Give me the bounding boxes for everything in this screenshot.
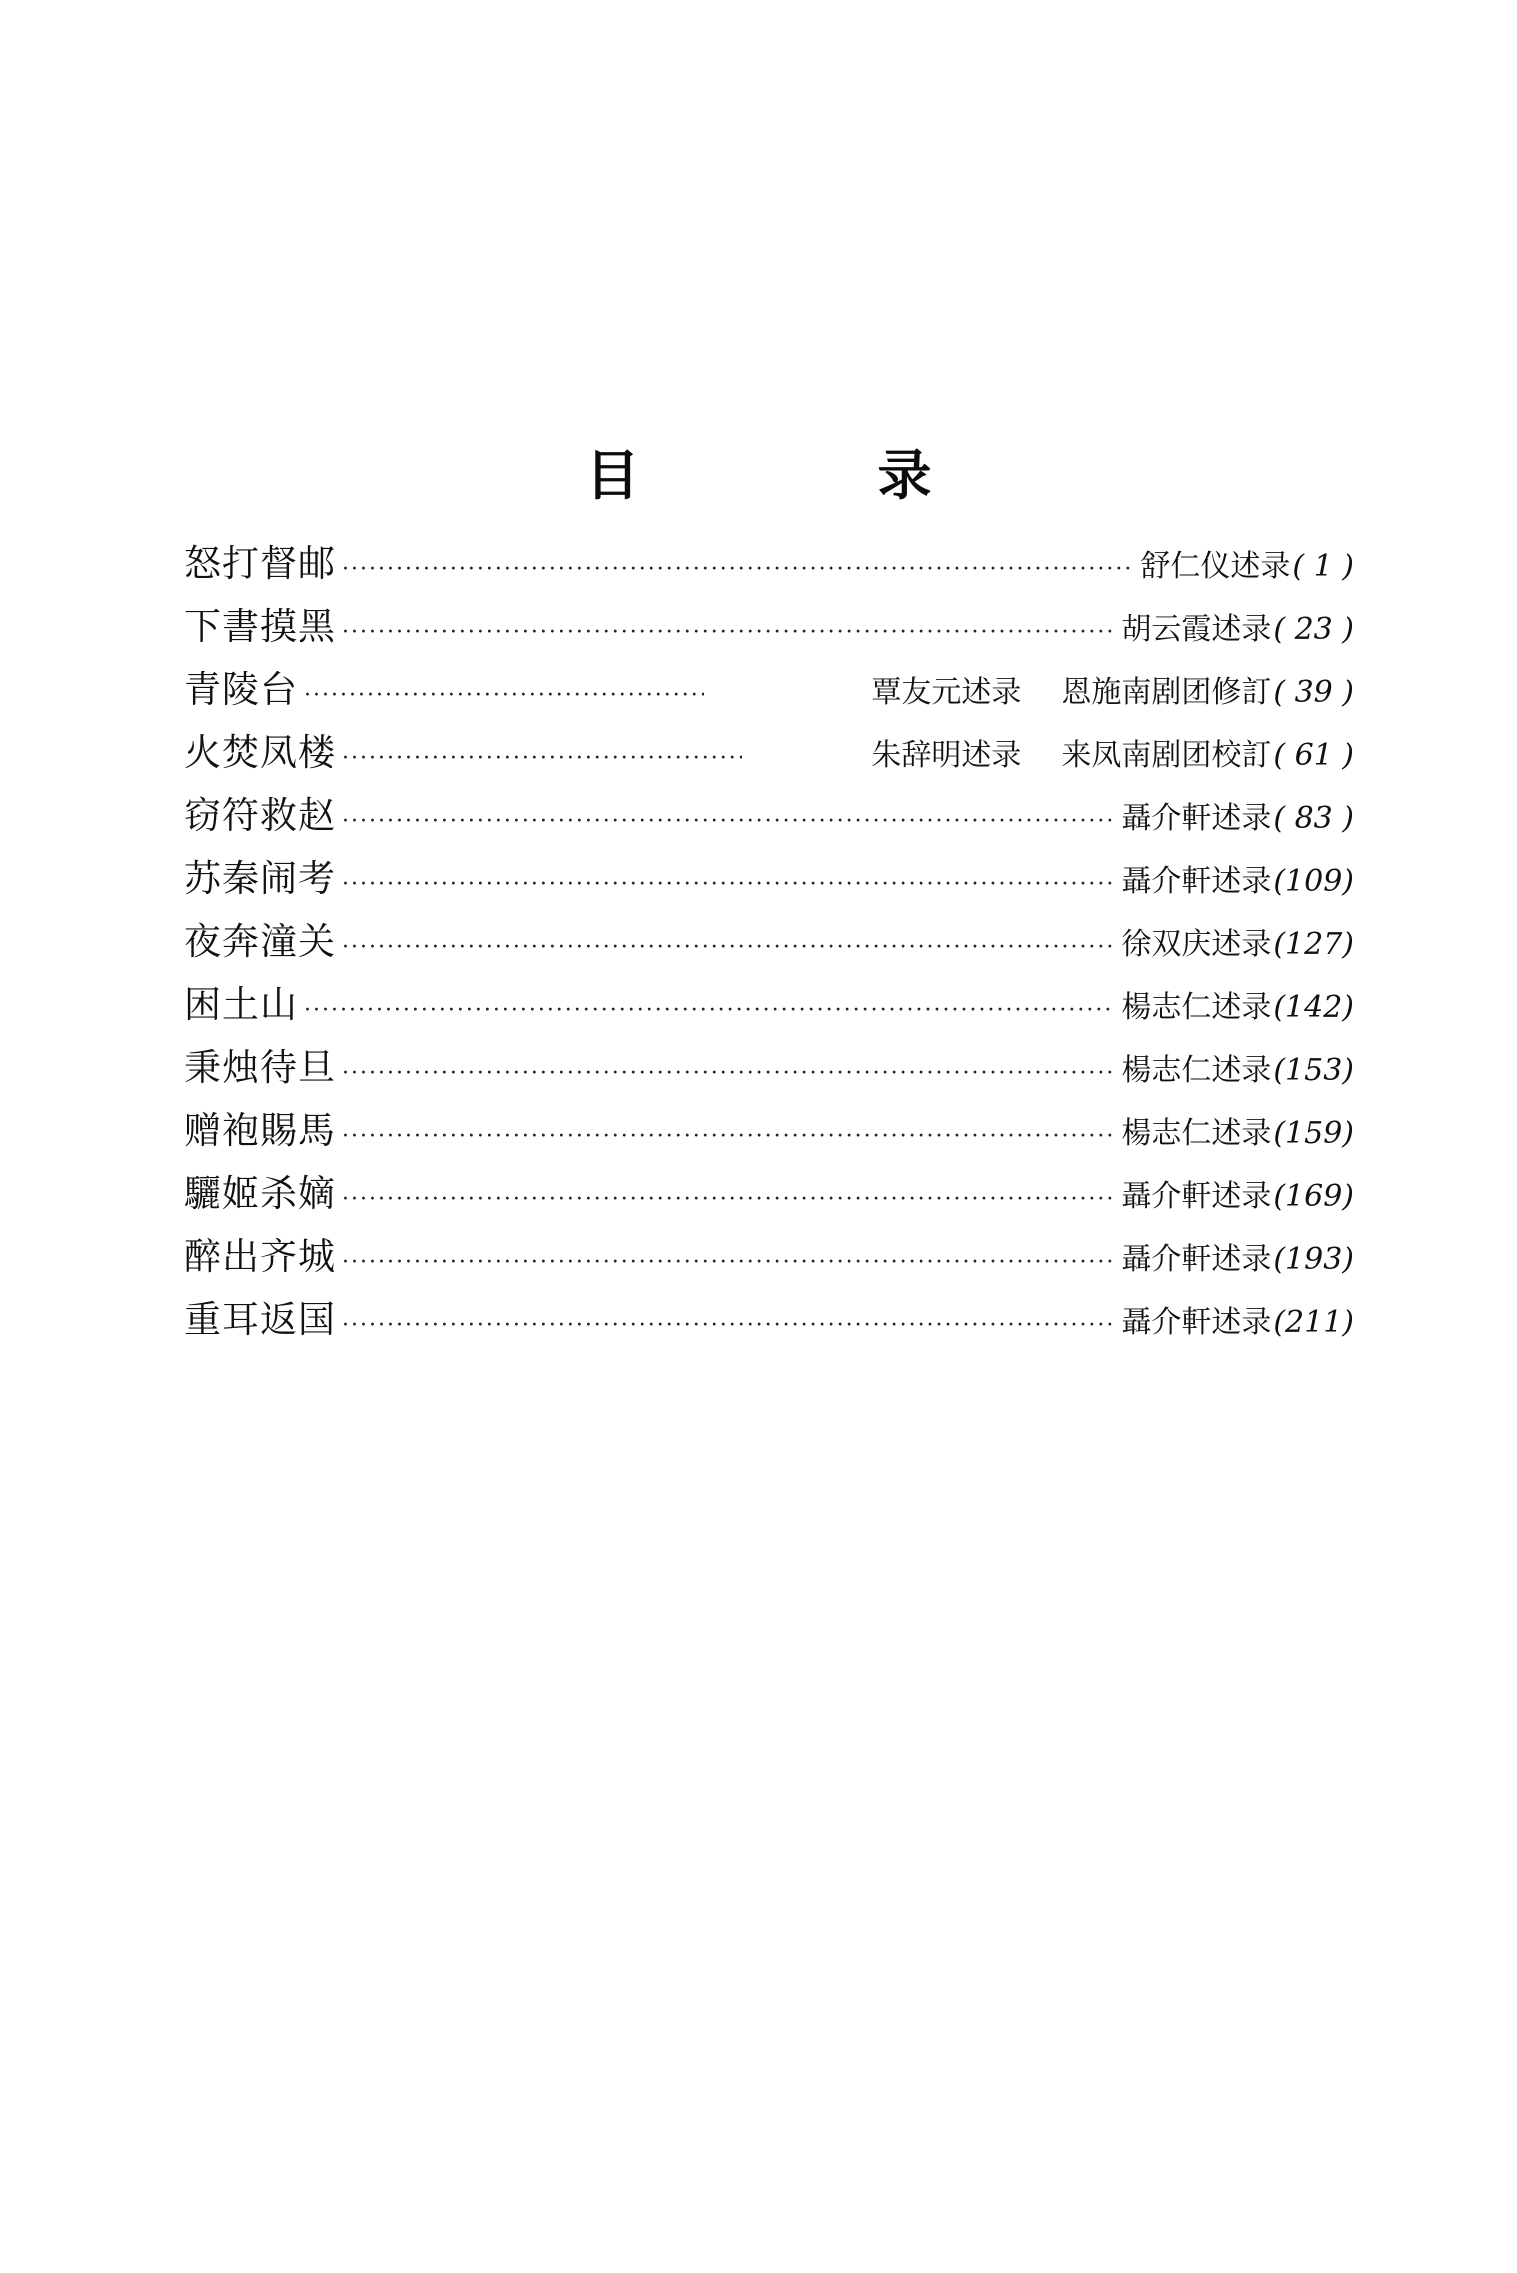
toc-entry-page: (142) <box>1273 990 1354 1025</box>
toc-entry-title: 青陵台 <box>184 668 298 711</box>
toc-entry-title: 夜奔潼关 <box>184 920 336 963</box>
toc-entry-credit: 覃友元述录 <box>871 675 1022 710</box>
toc-entry-credit-group <box>871 724 1271 787</box>
toc-entry-credit: 聶介軒述录 <box>1121 1179 1272 1214</box>
toc-entry-credit-secondary: 来凤南剧团校訂 <box>1061 738 1272 773</box>
toc-entry-page: ( 23 ) <box>1273 612 1354 647</box>
toc-entry-credit: 楊志仁述录 <box>1121 1053 1272 1088</box>
toc-entry-page: ( 1 ) <box>1292 549 1354 584</box>
toc-entry-title: 秉烛待旦 <box>184 1046 336 1089</box>
toc-entry <box>184 595 1354 658</box>
dot-leader <box>342 1294 1115 1357</box>
toc-entry-credit: 舒仁仪述录 <box>1140 549 1291 584</box>
toc-entry-credit: 聶介軒述录 <box>1121 1305 1272 1340</box>
toc-entry-page: (153) <box>1273 1053 1354 1088</box>
toc-entry-page: (127) <box>1273 927 1354 962</box>
dot-leader <box>342 601 1115 664</box>
toc-entry-credit: 朱辞明述录 <box>871 738 1022 773</box>
toc-entry-page: (211) <box>1273 1305 1354 1340</box>
toc-entry-credit: 楊志仁述录 <box>1121 990 1272 1025</box>
toc-entry-page: (193) <box>1273 1242 1354 1277</box>
toc-entry-title: 赠袍賜馬 <box>184 1109 336 1152</box>
toc-entry <box>184 784 1354 847</box>
toc-entry-credit: 聶介軒述录 <box>1121 801 1272 836</box>
toc-entry-title: 驪姬杀嫡 <box>184 1172 336 1215</box>
toc-entry-credit-secondary: 恩施南剧团修訂 <box>1061 675 1272 710</box>
dot-leader <box>342 1168 1115 1231</box>
toc-entry <box>184 1225 1354 1288</box>
dot-leader <box>342 1105 1115 1168</box>
toc-entry-credit-group <box>871 661 1271 724</box>
toc-entry-credit: 徐双庆述录 <box>1121 927 1272 962</box>
toc-entry-title: 怒打督邮 <box>184 542 336 585</box>
toc-entry-page: (159) <box>1273 1116 1354 1151</box>
dot-leader <box>304 979 1115 1042</box>
toc-entry <box>184 847 1354 910</box>
page-title: 目 录 <box>585 444 1024 507</box>
dot-leader <box>342 853 1115 916</box>
dot-leader <box>342 727 742 790</box>
dot-leader <box>342 538 1134 601</box>
toc-entry-page: ( 61 ) <box>1273 738 1354 773</box>
toc-entry-credit: 楊志仁述录 <box>1121 1116 1272 1151</box>
toc-entry <box>184 910 1354 973</box>
dot-leader <box>342 916 1115 979</box>
dot-leader <box>342 790 1115 853</box>
dot-leader <box>342 1231 1115 1294</box>
dot-leader <box>342 1042 1115 1105</box>
toc-entry <box>184 973 1354 1036</box>
toc-entry-title: 火焚凤楼 <box>184 731 336 774</box>
toc-entry <box>184 1036 1354 1099</box>
toc-entry-credit: 聶介軒述录 <box>1121 1242 1272 1277</box>
toc-entry <box>184 1288 1354 1351</box>
toc-entry-title: 苏秦闹考 <box>184 857 336 900</box>
dot-leader <box>304 664 704 727</box>
toc-entry-title: 下書摸黑 <box>184 605 336 648</box>
toc-entry-page: ( 83 ) <box>1273 801 1354 836</box>
toc-entry-title: 窃符救赵 <box>184 794 336 837</box>
toc-entry-page: (169) <box>1273 1179 1354 1214</box>
toc-entry-credit: 胡云霞述录 <box>1121 612 1272 647</box>
toc-entry-title: 醉出齐城 <box>184 1235 336 1278</box>
toc-entry <box>184 1162 1354 1225</box>
table-of-contents <box>184 532 1354 1351</box>
toc-entry <box>184 532 1354 595</box>
toc-entry-title: 重耳返国 <box>184 1298 336 1341</box>
toc-entry-title: 困土山 <box>184 983 298 1026</box>
toc-entry <box>184 1099 1354 1162</box>
toc-entry-credit: 聶介軒述录 <box>1121 864 1272 899</box>
toc-entry <box>184 721 1354 784</box>
toc-entry-page: ( 39 ) <box>1273 675 1354 710</box>
toc-entry <box>184 658 1354 721</box>
toc-entry-page: (109) <box>1273 864 1354 899</box>
